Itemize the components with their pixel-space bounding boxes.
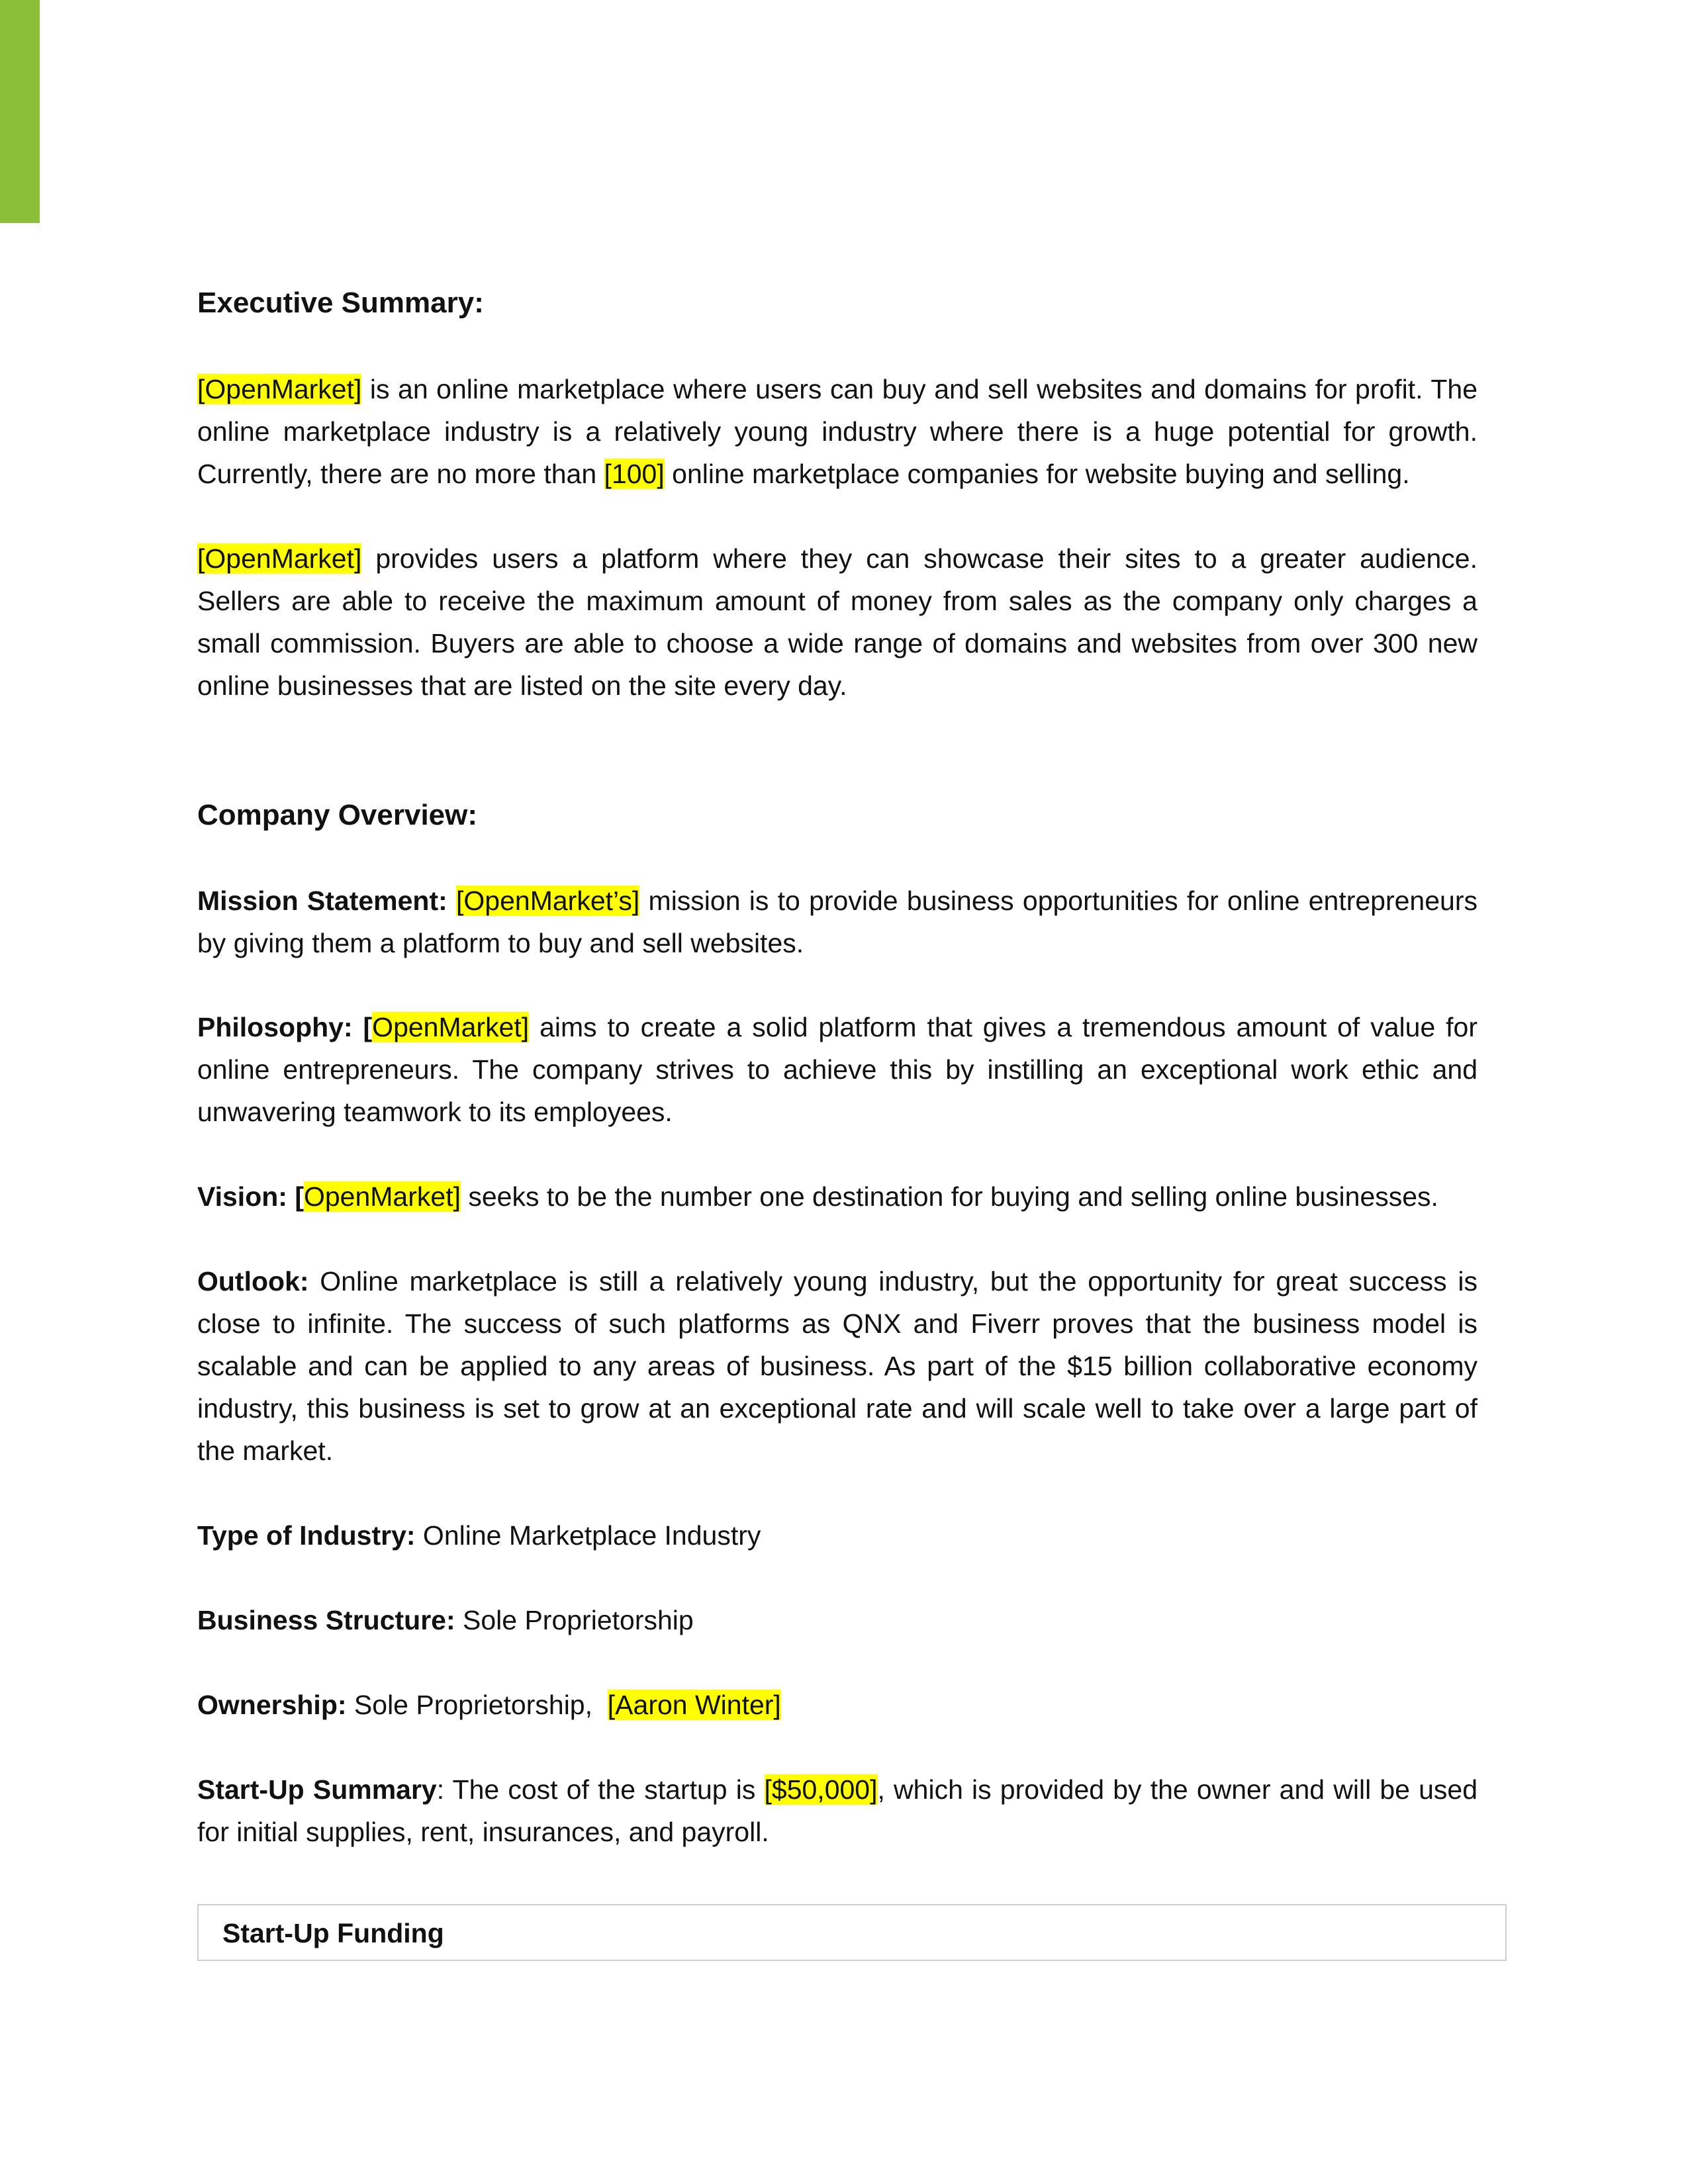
mission-statement-paragraph: Mission Statement: [OpenMarket’s] mission is to provide business opportunities for online entrepreneurs by giving them a platform to buy and sell websites. [197,886,1477,958]
executive-summary-heading: Executive Summary: [197,287,484,319]
executive-summary-paragraph-1: [OpenMarket] is an online marketplace where users can buy and sell websites and domains for profit. The online marketplace industry is a relatively young industry where there is a huge potential for growth. Currently, there are no more than [100] online marketplace companies for website buying and selling. [197,374,1477,489]
startup-funding-table [197,1904,1507,1961]
company-name-highlight: [OpenMarket] [197,543,362,574]
company-overview-heading: Company Overview: [197,799,478,831]
startup-summary-paragraph: Start-Up Summary: The cost of the startup is [$50,000], which is provided by the owner and will be used for initial supplies, rent, insurances, and payroll. [197,1774,1478,1847]
philosophy-label: Philosophy: [197,1012,363,1042]
startup-label: Start-Up Summary [197,1774,437,1805]
company-name-highlight: [OpenMarket] [197,374,362,404]
business-structure-paragraph: Business Structure: Sole Proprietorship [197,1605,694,1635]
vision-label: Vision: [197,1181,295,1212]
company-name-highlight: [OpenMarket’s] [456,886,640,916]
outlook-label: Outlook: [197,1266,309,1297]
outlook-paragraph: Outlook: Online marketplace is still a relatively young industry, but the opportunity for great success is close to infinite. The success of such platforms as QNX and Fiverr proves that the business model is scalable and can be applied to any areas of business. As part of the $15 billion collaborative economy industry, this business is set to grow at an exceptional rate and will scale well to take over a large part of the market. [197,1266,1477,1466]
owner-name-highlight: [Aaron Winter] [607,1690,781,1720]
structure-label: Business Structure: [197,1605,455,1635]
ownership-label: Ownership: [197,1690,347,1720]
company-count-highlight: [100] [604,459,665,489]
accent-bar [0,0,40,223]
philosophy-paragraph: Philosophy: [OpenMarket] aims to create a solid platform that gives a tremendous amount of value for online entrepreneurs. The company strives to achieve this by instilling an exceptional work ethic and unwavering teamwork to its employees. [197,1012,1477,1127]
startup-amount-highlight: [$50,000] [764,1774,878,1805]
industry-type-paragraph: Type of Industry: Online Marketplace Industry [197,1520,761,1551]
industry-label: Type of Industry: [197,1520,416,1551]
vision-paragraph: Vision: [OpenMarket] seeks to be the number one destination for buying and selling online businesses. [197,1181,1438,1212]
company-name-highlight: OpenMarket] [372,1012,530,1042]
ownership-paragraph: Ownership: Sole Proprietorship, [Aaron Winter] [197,1690,781,1720]
executive-summary-paragraph-2: [OpenMarket] provides users a platform where they can showcase their sites to a greater audience. Sellers are able to receive the maximum amount of money from sales as the company only charges a small commission. Buyers are able to choose a wide range of domains and websites from over 300 new online businesses that are listed on the site every day. [197,543,1477,701]
startup-funding-header: Start-Up Funding [222,1918,444,1948]
mission-label: Mission Statement: [197,886,457,916]
company-name-highlight: OpenMarket] [303,1181,461,1212]
